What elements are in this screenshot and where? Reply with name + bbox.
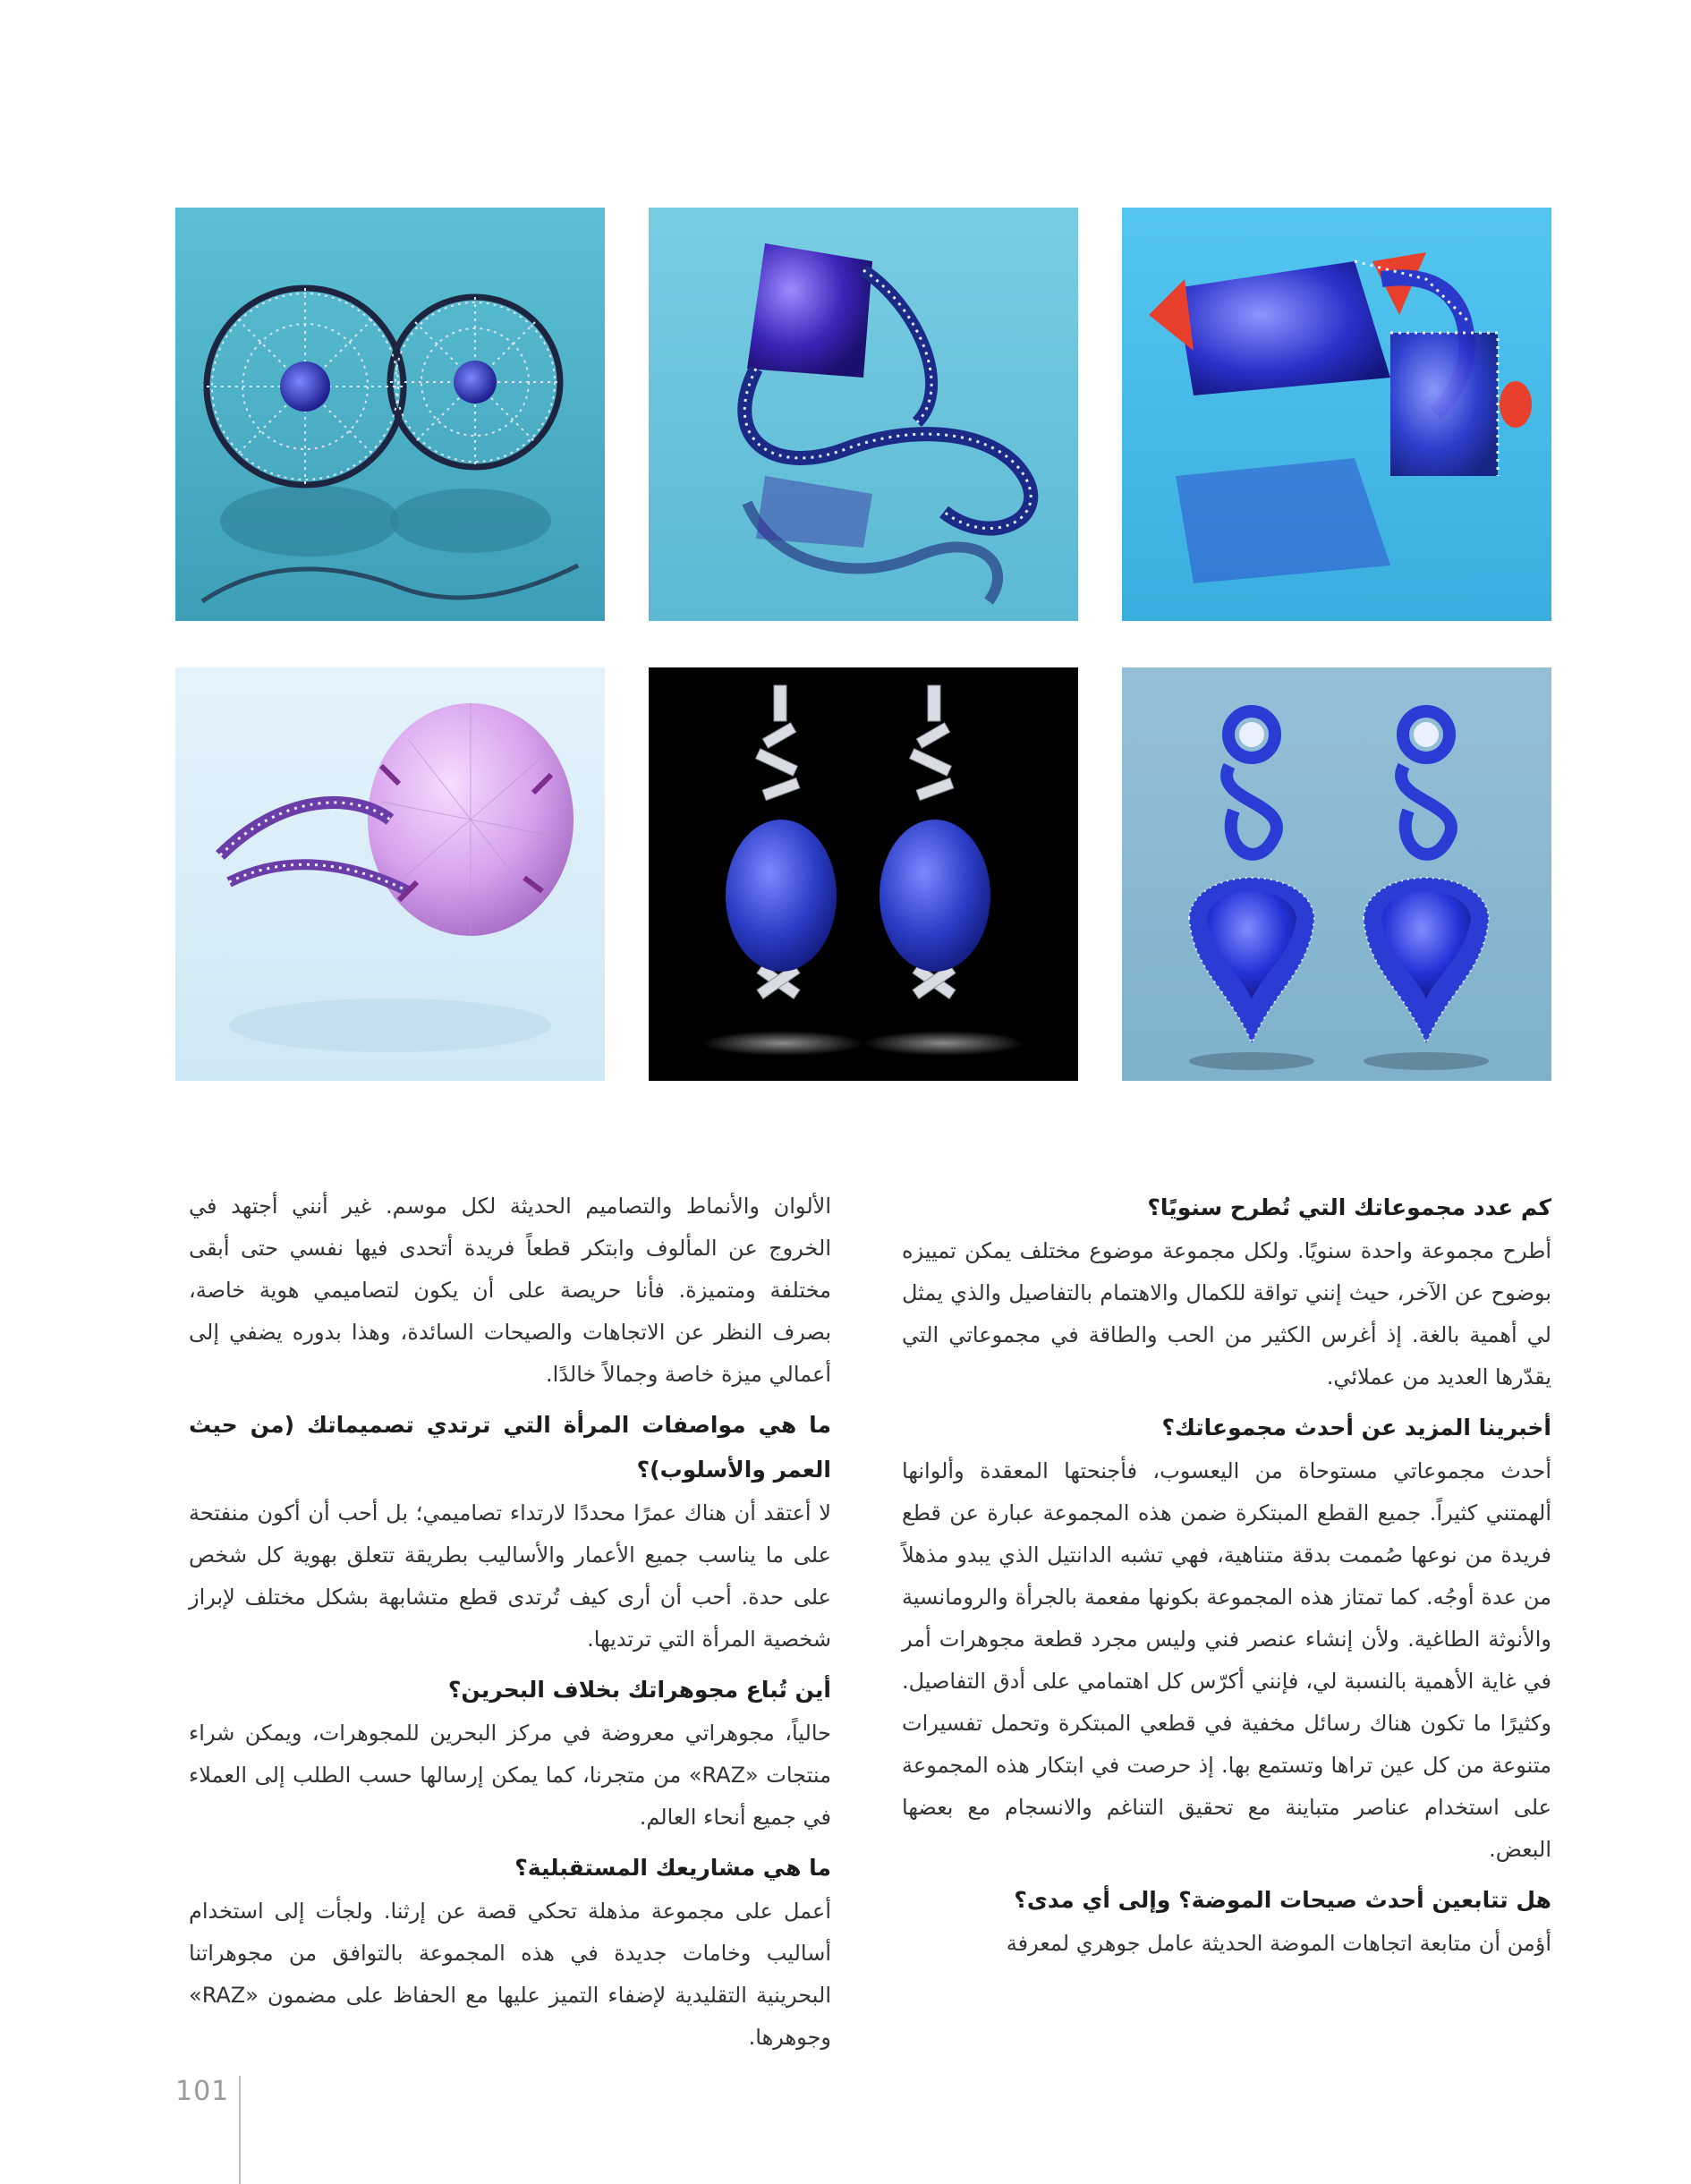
question-collections-per-year: كم عدد مجموعاتك التي تُطرح سنويًا؟ bbox=[1147, 1194, 1551, 1220]
question-future-projects: ما هي مشاريعك المستقبلية؟ bbox=[514, 1855, 831, 1881]
coral-ring-image bbox=[1122, 208, 1551, 621]
infinity-earrings-image bbox=[1122, 667, 1551, 1081]
question-where-sold: أين تُباع مجوهراتك بخلاف البحرين؟ bbox=[447, 1677, 831, 1703]
answer-fashion-trends-continued: الألوان والأنماط والتصاميم الحديثة لكل موسم. غير أنني أجتهد في الخروج عن المألوف وابتكر قطعاً فريدة أتحدى فيها نفسي حتى أبقى مختلفة ومتميزة. فأنا حريصة على أن يكون لتصاميمي هوية خاصة، بصرف النظر عن الاتجاهات والصيحات السائدة، وهذا بدوره يضفي إلى أعمالي ميزة خاصة وجمالاً خالدًا. bbox=[189, 1194, 831, 1387]
tanzanite-ring-image bbox=[649, 208, 1078, 621]
article-column-right bbox=[902, 1185, 1551, 1972]
photo-coral-ring bbox=[1122, 208, 1551, 621]
photo-tanzanite-ring bbox=[649, 208, 1078, 621]
question-fashion-trends: هل تتابعين أحدث صيحات الموضة؟ وإلى أي مدى؟ bbox=[1014, 1887, 1551, 1913]
photo-kunzite-ring bbox=[175, 667, 605, 1081]
article-column-left bbox=[189, 1185, 831, 2066]
answer-collections-per-year: أطرح مجموعة واحدة سنويًا. ولكل مجموعة موضوع مختلف يمكن تمييزه بوضوح عن الآخر، حيث إنني تواقة للكمال والاهتمام بالتفاصيل والذي يمثل لي أهمية بالغة. إذ أغرس الكثير من الحب والطاقة في مجموعاتي التي يقدّرها العديد من عملائي. bbox=[902, 1238, 1551, 1389]
answer-future-projects: أعمل على مجموعة مذهلة تحكي قصة عن إرثنا. ولجأت إلى استخدام أساليب وخامات جديدة في هذه المجموعة بالتوافق من مجوهراتنا البحرينية التقليدية لإضفاء التميز عليها مع الحفاظ على مضمون «RAZ» وجوهرها. bbox=[189, 1899, 831, 2050]
question-latest-collection: أخبرينا المزيد عن أحدث مجموعاتك؟ bbox=[1161, 1415, 1551, 1440]
answer-latest-collection: أحدث مجموعاتي مستوحاة من اليعسوب، فأجنحتها المعقدة وألوانها ألهمتني كثيراً. جميع القطع المبتكرة ضمن هذه المجموعة عبارة عن قطع فريدة من نوعها صُممت بدقة متناهية، فهي تشبه الدانتيل الذي يبدو مذهلاً من عدة أوجُه. كما تمتاز هذه المجموعة بكونها مفعمة بالجرأة والرومانسية والأنوثة الطاغية. ولأن إنشاء عنصر فني وليس مجرد قطعة مجوهرات أمر في غاية الأهمية بالنسبة لي، فإنني أكرّس كل اهتمامي على أدق التفاصيل. وكثيرًا ما تكون هناك رسائل مخفية في قطعي المبتكرة وتحمل تفسيرات متنوعة من كل عين تراها وتستمع بها. إذ حرصت في ابتكار هذه المجموعة على استخدام عناصر متباينة مع تحقيق التناغم والانسجام مع بعضها البعض. bbox=[902, 1458, 1551, 1862]
page-number: 101 bbox=[175, 2076, 230, 2107]
photo-infinity-earrings bbox=[1122, 667, 1551, 1081]
question-woman-profile: ما هي مواصفات المرأة التي ترتدي تصميماتك (من حيث العمر والأسلوب)؟ bbox=[189, 1412, 831, 1483]
folio-divider bbox=[239, 2076, 241, 2184]
baguette-earrings-image bbox=[649, 667, 1078, 1081]
kunzite-ring-image bbox=[175, 667, 605, 1081]
answer-woman-profile: لا أعتقد أن هناك عمرًا محددًا لارتداء تصاميمي؛ بل أحب أن أكون منفتحة على ما يناسب جميع الأعمار والأساليب بطريقة تتعلق بهوية كل شخص على حدة. أحب أن أرى كيف تُرتدى قطع متشابهة بشكل مختلف لإبراز شخصية المرأة التي ترتديها. bbox=[189, 1500, 831, 1652]
answer-where-sold: حالياً، مجوهراتي معروضة في مركز البحرين للمجوهرات، ويمكن شراء منتجات «RAZ» من متجرنا، كما يمكن إرسالها حسب الطلب إلى العملاء في جميع أنحاء العالم. bbox=[189, 1721, 831, 1830]
lace-earrings-image bbox=[175, 208, 605, 621]
photo-baguette-earrings bbox=[649, 667, 1078, 1081]
photo-lace-earrings bbox=[175, 208, 605, 621]
answer-fashion-trends-start: أؤمن أن متابعة اتجاهات الموضة الحديثة عامل جوهري لمعرفة bbox=[1006, 1931, 1551, 1956]
